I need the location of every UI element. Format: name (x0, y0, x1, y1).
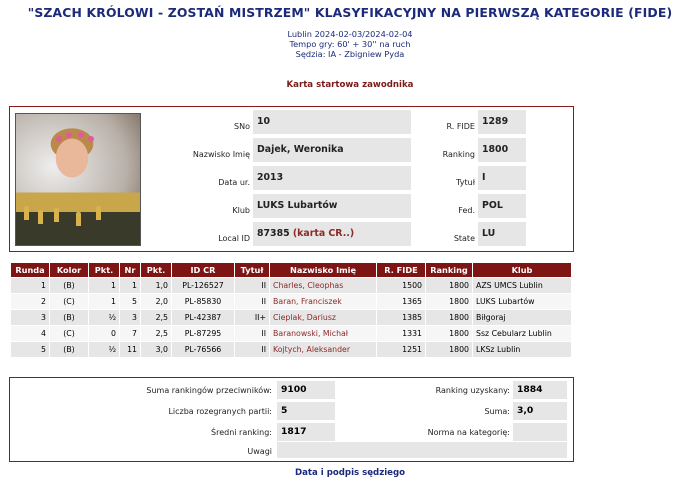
cell-kolor: (C) (50, 294, 88, 309)
cell-klub: Biłgoraj (473, 310, 571, 325)
cell-klub: Ssz Cebularz Lublin (473, 326, 571, 341)
cell-pkt-total: 3,0 (141, 342, 171, 357)
cell-pkt-total: 2,5 (141, 326, 171, 341)
cell-kolor: (B) (50, 310, 88, 325)
summary-box (9, 377, 574, 462)
tournament-title: "SZACH KRÓLOWI - ZOSTAŃ MISTRZEM" KLASYFIKACYJNY NA PIERWSZĄ KATEGORIE (FIDE) (27, 5, 673, 20)
cell-tytul: II (235, 294, 269, 309)
cell-nr: 5 (120, 294, 140, 309)
opp-sum-label: Suma rankingów przeciwników: (146, 386, 272, 395)
localid-label: Local ID (218, 234, 250, 243)
cell-rfide: 1251 (377, 342, 425, 357)
player-card (9, 106, 574, 252)
total-value: 3,0 (513, 402, 567, 420)
notes-field (277, 442, 567, 458)
cell-klub: AZS UMCS Lublin (473, 278, 571, 293)
cell-pkt: 1 (89, 294, 119, 309)
cell-nr: 1 (120, 278, 140, 293)
cell-nr: 3 (120, 310, 140, 325)
col-pkt: Pkt. (89, 263, 119, 277)
cell-pkt: ½ (89, 342, 119, 357)
table-row (11, 310, 571, 325)
col-nr: Nr (120, 263, 140, 277)
cell-runda: 2 (11, 294, 49, 309)
cell-kolor: (B) (50, 342, 88, 357)
cell-rfide: 1365 (377, 294, 425, 309)
col-id-cr: ID CR (172, 263, 234, 277)
cell-pkt: ½ (89, 310, 119, 325)
cell-ranking: 1800 (426, 278, 472, 293)
fed-label: Fed. (458, 206, 475, 215)
table-row (11, 278, 571, 293)
table-row (11, 294, 571, 309)
cell-opponent-link[interactable]: Baranowski, Michał (270, 326, 376, 341)
cell-ranking: 1800 (426, 294, 472, 309)
table-row (11, 326, 571, 341)
cell-pkt-total: 2,0 (141, 294, 171, 309)
cell-tytul: II+ (235, 310, 269, 325)
notes-label: Uwagi (247, 447, 272, 456)
games-header-row (11, 263, 571, 277)
cell-tytul: II (235, 326, 269, 341)
table-row (11, 342, 571, 357)
club-label: Klub (232, 206, 250, 215)
cell-nr: 11 (120, 342, 140, 357)
cell-kolor: (B) (50, 278, 88, 293)
title-label: Tytuł (456, 178, 475, 187)
title-value: I (478, 166, 526, 190)
cell-runda: 1 (11, 278, 49, 293)
name-value: Dajek, Weronika (253, 138, 411, 162)
name-label: Nazwisko Imię (192, 150, 250, 159)
cell-opponent-link[interactable]: Kojtych, Aleksander (270, 342, 376, 357)
cell-pkt-total: 1,0 (141, 278, 171, 293)
rfide-label: R. FIDE (446, 122, 475, 131)
cell-pkt-total: 2,5 (141, 310, 171, 325)
col-tytul: Tytuł (235, 263, 269, 277)
games-value: 5 (277, 402, 335, 420)
cell-ranking: 1800 (426, 326, 472, 341)
cr-card-link[interactable]: (karta CR..) (292, 228, 355, 239)
total-label: Suma: (484, 407, 510, 416)
cell-id-cr: PL-126527 (172, 278, 234, 293)
cell-id-cr: PL-42387 (172, 310, 234, 325)
tournament-tempo: Tempo gry: 60' + 30'' na ruch (289, 39, 411, 49)
ranking-gained-label: Ranking uzyskany: (435, 386, 510, 395)
player-photo (15, 113, 141, 246)
cell-id-cr: PL-87295 (172, 326, 234, 341)
cell-rfide: 1500 (377, 278, 425, 293)
avg-value: 1817 (277, 423, 335, 441)
cell-opponent-link[interactable]: Cieplak, Dariusz (270, 310, 376, 325)
fed-value: POL (478, 194, 526, 218)
section-title: Karta startowa zawodnika (286, 80, 414, 90)
state-label: State (453, 234, 475, 243)
rfide-value: 1289 (478, 110, 526, 134)
norm-label: Norma na kategorię: (427, 428, 510, 437)
cell-rfide: 1331 (377, 326, 425, 341)
tournament-dates: Lublin 2024-02-03/2024-02-04 (287, 29, 413, 39)
club-value: LUKS Lubartów (253, 194, 411, 218)
ranking-gained-value: 1884 (513, 381, 567, 399)
cell-kolor: (C) (50, 326, 88, 341)
cell-pkt: 0 (89, 326, 119, 341)
birth-label: Data ur. (218, 178, 250, 187)
cell-pkt: 1 (89, 278, 119, 293)
ranking-value: 1800 (478, 138, 526, 162)
col-klub: Klub (473, 263, 571, 277)
cell-klub: LKSz Lublin (473, 342, 571, 357)
col-pkt-total: Pkt. (141, 263, 171, 277)
cell-opponent-link[interactable]: Baran, Franciszek (270, 294, 376, 309)
col-rfide: R. FIDE (377, 263, 425, 277)
sno-label: SNo (234, 122, 250, 131)
col-kolor: Kolor (50, 263, 88, 277)
cell-tytul: II (235, 278, 269, 293)
games-label: Liczba rozegranych partii: (168, 407, 272, 416)
cell-nr: 7 (120, 326, 140, 341)
localid-number: 87385 (257, 228, 290, 239)
signature-label: Data i podpis sędziego (294, 468, 406, 478)
cell-runda: 5 (11, 342, 49, 357)
birth-value: 2013 (253, 166, 411, 190)
cell-ranking: 1800 (426, 342, 472, 357)
col-runda: Runda (11, 263, 49, 277)
cell-runda: 3 (11, 310, 49, 325)
cell-tytul: II (235, 342, 269, 357)
sno-value: 10 (253, 110, 411, 134)
cell-klub: LUKS Lubartów (473, 294, 571, 309)
state-value: LU (478, 222, 526, 246)
tournament-judge: Sędzia: IA - Zbigniew Pyda (295, 49, 405, 59)
games-table (10, 262, 572, 358)
localid-value (253, 222, 411, 246)
cell-runda: 4 (11, 326, 49, 341)
col-nazwisko: Nazwisko Imię (270, 263, 376, 277)
cell-opponent-link[interactable]: Charles, Cleophas (270, 278, 376, 293)
col-ranking: Ranking (426, 263, 472, 277)
cell-id-cr: PL-76566 (172, 342, 234, 357)
avg-label: Średni ranking: (211, 428, 272, 437)
cell-id-cr: PL-85830 (172, 294, 234, 309)
opp-sum-value: 9100 (277, 381, 335, 399)
cell-ranking: 1800 (426, 310, 472, 325)
cell-rfide: 1385 (377, 310, 425, 325)
norm-value (513, 423, 567, 441)
ranking-label: Ranking (442, 150, 475, 159)
